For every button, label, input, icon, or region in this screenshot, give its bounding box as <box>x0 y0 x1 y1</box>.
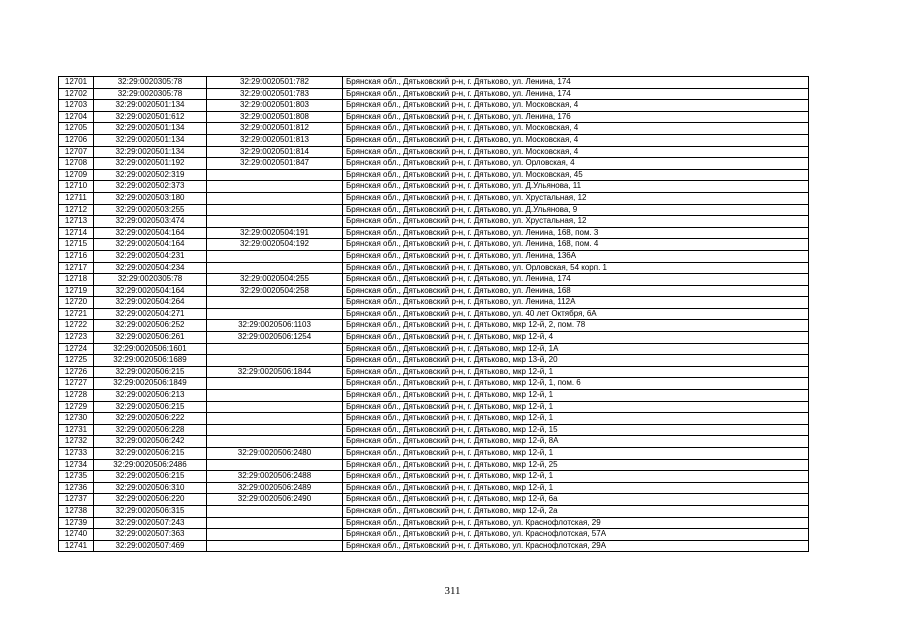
cadastral-number-cell: 32:29:0020501:134 <box>94 134 207 146</box>
building-cadastral-number-cell <box>207 401 343 413</box>
row-number-cell: 12734 <box>59 459 94 471</box>
building-cadastral-number-cell: 32:29:0020501:783 <box>207 88 343 100</box>
cadastral-number-cell: 32:29:0020305:78 <box>94 77 207 89</box>
building-cadastral-number-cell <box>207 308 343 320</box>
row-number-cell: 12702 <box>59 88 94 100</box>
table-row <box>59 517 809 529</box>
cadastral-number-cell: 32:29:0020504:231 <box>94 250 207 262</box>
row-number-cell: 12728 <box>59 390 94 402</box>
row-number-cell: 12720 <box>59 297 94 309</box>
table-row <box>59 285 809 297</box>
row-number-cell: 12707 <box>59 146 94 158</box>
table-row <box>59 320 809 332</box>
address-cell: Брянская обл., Дятьковский р-н, г. Дятьково, ул. Хрустальная, 12 <box>343 216 809 228</box>
building-cadastral-number-cell <box>207 169 343 181</box>
table-row <box>59 424 809 436</box>
building-cadastral-number-cell: 32:29:0020506:2489 <box>207 482 343 494</box>
address-cell: Брянская обл., Дятьковский р-н, г. Дятьково, ул. Д.Ульянова, 9 <box>343 204 809 216</box>
building-cadastral-number-cell <box>207 436 343 448</box>
cadastral-number-cell: 32:29:0020506:215 <box>94 366 207 378</box>
address-cell: Брянская обл., Дятьковский р-н, г. Дятьково, мкр 12-й, 6а <box>343 494 809 506</box>
table-row <box>59 123 809 135</box>
page-number: 311 <box>444 585 461 597</box>
address-cell: Брянская обл., Дятьковский р-н, г. Дятьково, ул. Ленина, 174 <box>343 77 809 89</box>
row-number-cell: 12738 <box>59 505 94 517</box>
building-cadastral-number-cell: 32:29:0020504:255 <box>207 274 343 286</box>
cadastral-number-cell: 32:29:0020506:215 <box>94 401 207 413</box>
row-number-cell: 12741 <box>59 540 94 552</box>
building-cadastral-number-cell: 32:29:0020501:782 <box>207 77 343 89</box>
address-cell: Брянская обл., Дятьковский р-н, г. Дятьково, ул. Московская, 4 <box>343 100 809 112</box>
table-row <box>59 134 809 146</box>
cadastral-number-cell: 32:29:0020501:192 <box>94 158 207 170</box>
building-cadastral-number-cell <box>207 355 343 367</box>
row-number-cell: 12721 <box>59 308 94 320</box>
building-cadastral-number-cell <box>207 262 343 274</box>
building-cadastral-number-cell: 32:29:0020501:803 <box>207 100 343 112</box>
address-cell: Брянская обл., Дятьковский р-н, г. Дятьково, ул. Орловская, 4 <box>343 158 809 170</box>
table-row <box>59 401 809 413</box>
building-cadastral-number-cell <box>207 540 343 552</box>
cadastral-number-cell: 32:29:0020506:310 <box>94 482 207 494</box>
address-cell: Брянская обл., Дятьковский р-н, г. Дятьково, ул. Д.Ульянова, 11 <box>343 181 809 193</box>
address-cell: Брянская обл., Дятьковский р-н, г. Дятьково, ул. Московская, 45 <box>343 169 809 181</box>
row-number-cell: 12708 <box>59 158 94 170</box>
table-row <box>59 146 809 158</box>
building-cadastral-number-cell <box>207 181 343 193</box>
address-cell: Брянская обл., Дятьковский р-н, г. Дятьково, мкр 12-й, 1 <box>343 482 809 494</box>
cadastral-number-cell: 32:29:0020305:78 <box>94 274 207 286</box>
building-cadastral-number-cell: 32:29:0020506:1844 <box>207 366 343 378</box>
cadastral-number-cell: 32:29:0020502:319 <box>94 169 207 181</box>
row-number-cell: 12727 <box>59 378 94 390</box>
table-row <box>59 505 809 517</box>
row-number-cell: 12723 <box>59 332 94 344</box>
cadastral-number-cell: 32:29:0020506:222 <box>94 413 207 425</box>
table-row <box>59 262 809 274</box>
address-cell: Брянская обл., Дятьковский р-н, г. Дятьково, ул. Ленина, 136А <box>343 250 809 262</box>
cadastral-number-cell: 32:29:0020504:164 <box>94 285 207 297</box>
table-row <box>59 540 809 552</box>
address-cell: Брянская обл., Дятьковский р-н, г. Дятьково, ул. Ленина, 168, пом. 4 <box>343 239 809 251</box>
table-row <box>59 378 809 390</box>
table-row <box>59 100 809 112</box>
cadastral-number-cell: 32:29:0020506:215 <box>94 471 207 483</box>
row-number-cell: 12718 <box>59 274 94 286</box>
table-row <box>59 77 809 89</box>
table-row <box>59 297 809 309</box>
row-number-cell: 12717 <box>59 262 94 274</box>
cadastral-number-cell: 32:29:0020506:315 <box>94 505 207 517</box>
row-number-cell: 12735 <box>59 471 94 483</box>
row-number-cell: 12722 <box>59 320 94 332</box>
building-cadastral-number-cell: 32:29:0020506:2480 <box>207 448 343 460</box>
building-cadastral-number-cell <box>207 459 343 471</box>
table-row <box>59 88 809 100</box>
address-cell: Брянская обл., Дятьковский р-н, г. Дятьково, мкр 12-й, 1, пом. 6 <box>343 378 809 390</box>
row-number-cell: 12714 <box>59 227 94 239</box>
building-cadastral-number-cell <box>207 192 343 204</box>
building-cadastral-number-cell: 32:29:0020506:1254 <box>207 332 343 344</box>
table-row <box>59 343 809 355</box>
cadastral-number-cell: 32:29:0020506:220 <box>94 494 207 506</box>
building-cadastral-number-cell <box>207 204 343 216</box>
address-cell: Брянская обл., Дятьковский р-н, г. Дятьково, мкр 12-й, 1 <box>343 366 809 378</box>
address-cell: Брянская обл., Дятьковский р-н, г. Дятьково, ул. Ленина, 168, пом. 3 <box>343 227 809 239</box>
cadastral-number-cell: 32:29:0020507:243 <box>94 517 207 529</box>
cadastral-number-cell: 32:29:0020506:1601 <box>94 343 207 355</box>
cadastral-number-cell: 32:29:0020305:78 <box>94 88 207 100</box>
row-number-cell: 12709 <box>59 169 94 181</box>
address-cell: Брянская обл., Дятьковский р-н, г. Дятьково, ул. Московская, 4 <box>343 134 809 146</box>
row-number-cell: 12737 <box>59 494 94 506</box>
row-number-cell: 12701 <box>59 77 94 89</box>
cadastral-number-cell: 32:29:0020506:252 <box>94 320 207 332</box>
address-cell: Брянская обл., Дятьковский р-н, г. Дятьково, мкр 12-й, 4 <box>343 332 809 344</box>
table-row <box>59 332 809 344</box>
table-row <box>59 216 809 228</box>
registry-table-body <box>59 77 809 552</box>
cadastral-number-cell: 32:29:0020507:363 <box>94 529 207 541</box>
building-cadastral-number-cell: 32:29:0020501:814 <box>207 146 343 158</box>
address-cell: Брянская обл., Дятьковский р-н, г. Дятьково, ул. Ленина, 174 <box>343 274 809 286</box>
cadastral-number-cell: 32:29:0020507:469 <box>94 540 207 552</box>
cadastral-number-cell: 32:29:0020506:242 <box>94 436 207 448</box>
table-row <box>59 494 809 506</box>
address-cell: Брянская обл., Дятьковский р-н, г. Дятьково, мкр 12-й, 2, пом. 78 <box>343 320 809 332</box>
building-cadastral-number-cell <box>207 343 343 355</box>
address-cell: Брянская обл., Дятьковский р-н, г. Дятьково, ул. Краснофлотская, 57А <box>343 529 809 541</box>
row-number-cell: 12736 <box>59 482 94 494</box>
cadastral-number-cell: 32:29:0020506:261 <box>94 332 207 344</box>
building-cadastral-number-cell <box>207 390 343 402</box>
row-number-cell: 12729 <box>59 401 94 413</box>
table-row <box>59 158 809 170</box>
address-cell: Брянская обл., Дятьковский р-н, г. Дятьково, мкр 12-й, 15 <box>343 424 809 436</box>
cadastral-number-cell: 32:29:0020501:134 <box>94 123 207 135</box>
building-cadastral-number-cell: 32:29:0020501:813 <box>207 134 343 146</box>
row-number-cell: 12730 <box>59 413 94 425</box>
row-number-cell: 12710 <box>59 181 94 193</box>
row-number-cell: 12705 <box>59 123 94 135</box>
address-cell: Брянская обл., Дятьковский р-н, г. Дятьково, мкр 12-й, 1 <box>343 471 809 483</box>
cadastral-number-cell: 32:29:0020506:1849 <box>94 378 207 390</box>
address-cell: Брянская обл., Дятьковский р-н, г. Дятьково, ул. Московская, 4 <box>343 146 809 158</box>
building-cadastral-number-cell <box>207 517 343 529</box>
cadastral-number-cell: 32:29:0020501:612 <box>94 111 207 123</box>
building-cadastral-number-cell <box>207 297 343 309</box>
row-number-cell: 12706 <box>59 134 94 146</box>
building-cadastral-number-cell: 32:29:0020504:192 <box>207 239 343 251</box>
table-row <box>59 529 809 541</box>
table-row <box>59 413 809 425</box>
row-number-cell: 12733 <box>59 448 94 460</box>
address-cell: Брянская обл., Дятьковский р-н, г. Дятьково, ул. Ленина, 176 <box>343 111 809 123</box>
building-cadastral-number-cell: 32:29:0020506:2488 <box>207 471 343 483</box>
table-row <box>59 169 809 181</box>
table-row <box>59 459 809 471</box>
table-row <box>59 274 809 286</box>
building-cadastral-number-cell <box>207 413 343 425</box>
row-number-cell: 12712 <box>59 204 94 216</box>
cadastral-number-cell: 32:29:0020506:2486 <box>94 459 207 471</box>
cadastral-number-cell: 32:29:0020506:1689 <box>94 355 207 367</box>
cadastral-number-cell: 32:29:0020506:228 <box>94 424 207 436</box>
table-row <box>59 239 809 251</box>
address-cell: Брянская обл., Дятьковский р-н, г. Дятьково, ул. Краснофлотская, 29 <box>343 517 809 529</box>
row-number-cell: 12731 <box>59 424 94 436</box>
row-number-cell: 12711 <box>59 192 94 204</box>
cadastral-number-cell: 32:29:0020504:234 <box>94 262 207 274</box>
cadastral-number-cell: 32:29:0020501:134 <box>94 146 207 158</box>
address-cell: Брянская обл., Дятьковский р-н, г. Дятьково, ул. Московская, 4 <box>343 123 809 135</box>
cadastral-number-cell: 32:29:0020504:264 <box>94 297 207 309</box>
row-number-cell: 12713 <box>59 216 94 228</box>
building-cadastral-number-cell: 32:29:0020504:191 <box>207 227 343 239</box>
address-cell: Брянская обл., Дятьковский р-н, г. Дятьково, мкр 12-й, 1 <box>343 413 809 425</box>
cadastral-number-cell: 32:29:0020504:164 <box>94 239 207 251</box>
address-cell: Брянская обл., Дятьковский р-н, г. Дятьково, мкр 13-й, 20 <box>343 355 809 367</box>
address-cell: Брянская обл., Дятьковский р-н, г. Дятьково, ул. Ленина, 112А <box>343 297 809 309</box>
building-cadastral-number-cell: 32:29:0020506:1103 <box>207 320 343 332</box>
table-row <box>59 111 809 123</box>
address-cell: Брянская обл., Дятьковский р-н, г. Дятьково, мкр 12-й, 8А <box>343 436 809 448</box>
address-cell: Брянская обл., Дятьковский р-н, г. Дятьково, мкр 12-й, 25 <box>343 459 809 471</box>
table-row <box>59 250 809 262</box>
row-number-cell: 12732 <box>59 436 94 448</box>
address-cell: Брянская обл., Дятьковский р-н, г. Дятьково, мкр 12-й, 2а <box>343 505 809 517</box>
building-cadastral-number-cell <box>207 529 343 541</box>
table-row <box>59 355 809 367</box>
table-row <box>59 204 809 216</box>
cadastral-number-cell: 32:29:0020501:134 <box>94 100 207 112</box>
address-cell: Брянская обл., Дятьковский р-н, г. Дятьково, ул. Орловская, 54 корп. 1 <box>343 262 809 274</box>
row-number-cell: 12703 <box>59 100 94 112</box>
address-cell: Брянская обл., Дятьковский р-н, г. Дятьково, мкр 12-й, 1 <box>343 448 809 460</box>
building-cadastral-number-cell: 32:29:0020504:258 <box>207 285 343 297</box>
cadastral-number-cell: 32:29:0020504:164 <box>94 227 207 239</box>
table-row <box>59 482 809 494</box>
cadastral-number-cell: 32:29:0020504:271 <box>94 308 207 320</box>
cadastral-number-cell: 32:29:0020503:474 <box>94 216 207 228</box>
address-cell: Брянская обл., Дятьковский р-н, г. Дятьково, мкр 12-й, 1 <box>343 401 809 413</box>
cadastral-number-cell: 32:29:0020506:213 <box>94 390 207 402</box>
address-cell: Брянская обл., Дятьковский р-н, г. Дятьково, ул. Ленина, 174 <box>343 88 809 100</box>
cadastral-number-cell: 32:29:0020502:373 <box>94 181 207 193</box>
address-cell: Брянская обл., Дятьковский р-н, г. Дятьково, мкр 12-й, 1 <box>343 390 809 402</box>
table-row <box>59 308 809 320</box>
address-cell: Брянская обл., Дятьковский р-н, г. Дятьково, мкр 12-й, 1А <box>343 343 809 355</box>
address-cell: Брянская обл., Дятьковский р-н, г. Дятьково, ул. Хрустальная, 12 <box>343 192 809 204</box>
building-cadastral-number-cell <box>207 424 343 436</box>
building-cadastral-number-cell: 32:29:0020501:812 <box>207 123 343 135</box>
building-cadastral-number-cell: 32:29:0020501:808 <box>207 111 343 123</box>
registry-table <box>58 76 809 552</box>
row-number-cell: 12740 <box>59 529 94 541</box>
building-cadastral-number-cell <box>207 250 343 262</box>
table-row <box>59 471 809 483</box>
building-cadastral-number-cell <box>207 505 343 517</box>
row-number-cell: 12715 <box>59 239 94 251</box>
cadastral-number-cell: 32:29:0020503:180 <box>94 192 207 204</box>
table-row <box>59 390 809 402</box>
address-cell: Брянская обл., Дятьковский р-н, г. Дятьково, ул. Ленина, 168 <box>343 285 809 297</box>
row-number-cell: 12704 <box>59 111 94 123</box>
table-row <box>59 448 809 460</box>
row-number-cell: 12725 <box>59 355 94 367</box>
cadastral-number-cell: 32:29:0020506:215 <box>94 448 207 460</box>
table-row <box>59 366 809 378</box>
address-cell: Брянская обл., Дятьковский р-н, г. Дятьково, ул. 40 лет Октября, 6А <box>343 308 809 320</box>
building-cadastral-number-cell: 32:29:0020506:2490 <box>207 494 343 506</box>
building-cadastral-number-cell <box>207 216 343 228</box>
table-row <box>59 436 809 448</box>
address-cell: Брянская обл., Дятьковский р-н, г. Дятьково, ул. Краснофлотская, 29А <box>343 540 809 552</box>
building-cadastral-number-cell: 32:29:0020501:847 <box>207 158 343 170</box>
table-row <box>59 181 809 193</box>
row-number-cell: 12716 <box>59 250 94 262</box>
row-number-cell: 12724 <box>59 343 94 355</box>
row-number-cell: 12719 <box>59 285 94 297</box>
cadastral-number-cell: 32:29:0020503:255 <box>94 204 207 216</box>
table-row <box>59 192 809 204</box>
building-cadastral-number-cell <box>207 378 343 390</box>
row-number-cell: 12739 <box>59 517 94 529</box>
table-row <box>59 227 809 239</box>
row-number-cell: 12726 <box>59 366 94 378</box>
